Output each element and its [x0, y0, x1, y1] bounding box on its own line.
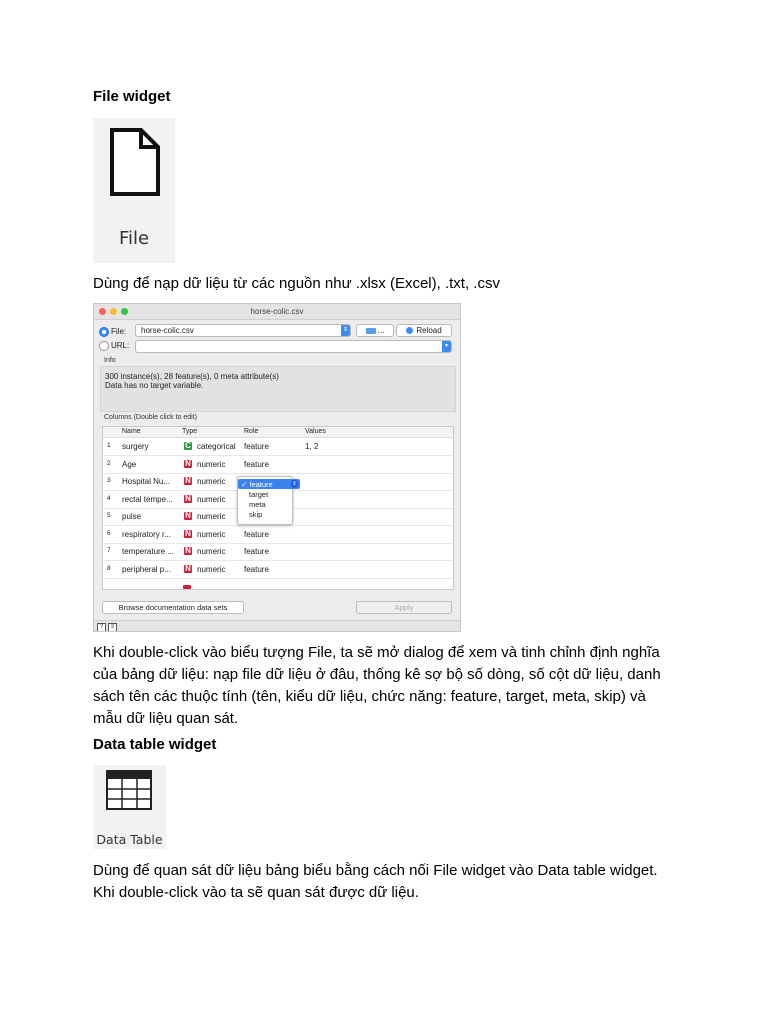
role-option-target[interactable]: target: [249, 490, 269, 499]
table-row-partial: [103, 582, 453, 590]
document-icon: [93, 118, 175, 228]
attribute-role: feature: [244, 529, 269, 539]
attribute-name: Age: [122, 459, 137, 469]
file-widget-icon-tile: [93, 118, 175, 263]
info-section-label: Info: [104, 357, 116, 364]
data-table-widget-label: Data Table: [96, 832, 163, 847]
attribute-name: rectal tempe...: [122, 494, 173, 504]
heading-file-widget: File widget: [93, 88, 171, 105]
folder-icon: [366, 328, 376, 334]
table-grid-icon: [93, 765, 166, 825]
file-dialog-window: [93, 303, 461, 632]
chevron-updown-icon: ⇕: [341, 325, 350, 336]
attribute-role: feature: [244, 459, 269, 469]
file-path-combo[interactable]: [135, 324, 351, 337]
attribute-type: numeric: [197, 547, 226, 556]
dialog-title: horse-colic.csv: [250, 307, 304, 316]
table-row[interactable]: [103, 456, 453, 474]
attribute-type: numeric: [197, 512, 226, 521]
header-name[interactable]: Name: [122, 428, 141, 435]
role-option-selected[interactable]: ✓ feature ⇕: [238, 479, 300, 489]
attribute-name: surgery: [122, 442, 149, 451]
numeric-type-badge: [183, 585, 191, 589]
table-row[interactable]: [103, 543, 453, 561]
role-option-meta[interactable]: meta: [249, 500, 266, 509]
numeric-type-badge: N: [185, 493, 191, 503]
attribute-type: categorical: [197, 442, 236, 451]
file-source-label: File:: [111, 327, 127, 336]
file-source-radio[interactable]: [99, 327, 109, 337]
file-dialog-description: Khi double-click vào biểu tượng File, ta sẽ mở dialog để xem và tinh chỉnh định nghĩa của bảng dữ liệu: nạp file dữ liệu ở đâu, thống kê sợ bộ số dòng, số cột dữ liệu, danh sách tên các thuộc tính (tên, kiểu dữ liệu, chức năng: feature, target, meta, skip) và mẫu dữ liệu quan sát.: [93, 644, 661, 727]
report-icon[interactable]: ≡: [108, 623, 117, 632]
file-widget-label: File: [118, 228, 150, 249]
row-number: 5: [107, 512, 111, 519]
browse-documentation-button[interactable]: Browse documentation data sets: [102, 601, 244, 614]
browse-file-button[interactable]: ...: [356, 324, 394, 337]
numeric-type-badge: N: [185, 458, 191, 468]
attribute-role: feature: [244, 547, 269, 556]
attribute-name: Hospital Nu...: [122, 477, 171, 486]
row-number: 4: [107, 494, 111, 502]
row-number: 3: [107, 477, 111, 484]
table-row[interactable]: [103, 526, 453, 544]
attribute-type: numeric: [197, 459, 226, 469]
categorical-type-badge: C: [185, 441, 191, 450]
attribute-name: peripheral p...: [122, 564, 171, 574]
columns-table-header: [103, 427, 453, 438]
attribute-name: pulse: [122, 512, 142, 521]
attribute-role: feature: [244, 442, 269, 451]
table-row[interactable]: [103, 438, 453, 456]
dialog-titlebar: [94, 304, 460, 320]
help-icon[interactable]: ?: [97, 623, 106, 632]
url-source-radio[interactable]: [99, 341, 109, 351]
chevron-down-icon: ▾: [442, 341, 451, 352]
attribute-name: temperature ...: [122, 547, 175, 556]
attribute-type: numeric: [197, 564, 226, 574]
row-number: 6: [107, 529, 111, 537]
apply-button[interactable]: Apply: [356, 601, 452, 614]
reload-button[interactable]: Reload: [396, 324, 452, 337]
row-number: 1: [107, 442, 111, 449]
numeric-type-badge: N: [185, 546, 191, 555]
numeric-type-badge: N: [185, 563, 191, 573]
url-combo[interactable]: [135, 340, 452, 353]
row-number: 8: [107, 564, 111, 572]
role-option-skip[interactable]: skip: [249, 510, 263, 519]
row-number: 7: [107, 547, 111, 554]
data-table-description: Dùng để quan sát dữ liệu bảng biểu bằng cách nối File widget vào Data table widget. Khi double-click vào ta sẽ quan sát được dữ liệu.: [93, 862, 658, 901]
header-type[interactable]: Type: [182, 428, 198, 435]
info-line-1: 300 instance(s), 28 feature(s), 0 meta attribute(s): [105, 372, 279, 381]
row-number: 2: [107, 459, 111, 467]
numeric-type-badge: N: [185, 528, 191, 538]
attribute-role: feature: [244, 564, 269, 574]
attribute-values: 1, 2: [305, 442, 319, 451]
dialog-status-bar: [94, 620, 460, 632]
data-table-widget-icon-tile: [93, 765, 166, 849]
chevron-updown-icon: ⇕: [292, 481, 297, 487]
attribute-type: numeric: [197, 529, 226, 539]
numeric-type-badge: N: [185, 511, 191, 520]
attribute-type: numeric: [197, 477, 226, 486]
header-role[interactable]: Role: [244, 428, 259, 435]
reload-icon: [406, 327, 413, 334]
columns-section-label: Columns (Double click to edit): [104, 414, 197, 421]
header-values[interactable]: Values: [305, 428, 326, 435]
info-line-2: Data has no target variable.: [105, 381, 204, 390]
file-widget-description: Dùng để nạp dữ liệu từ các nguồn như .xlsx (Excel), .txt, .csv: [93, 275, 500, 292]
role-dropdown-popup[interactable]: [237, 476, 297, 525]
table-row[interactable]: [103, 561, 453, 579]
attribute-type: numeric: [197, 494, 226, 504]
info-box: [100, 366, 456, 412]
numeric-type-badge: N: [185, 476, 191, 485]
url-source-label: URL:: [111, 341, 130, 350]
file-path-value: horse-colic.csv: [141, 326, 194, 335]
attribute-name: respiratory r...: [122, 529, 171, 539]
heading-data-table-widget: Data table widget: [93, 736, 217, 753]
